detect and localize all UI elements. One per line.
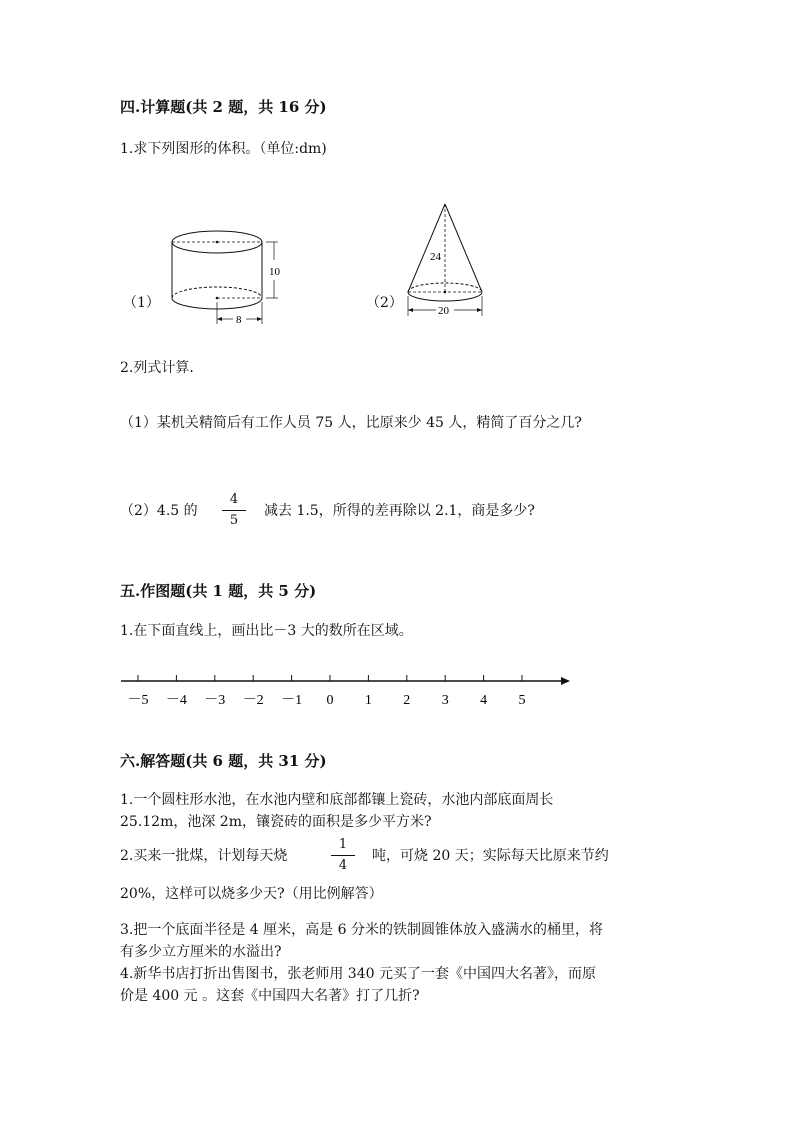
question-4-2-2-suffix: 减去 1.5，所得的差再除以 2.1，商是多少? (264, 503, 535, 519)
fraction-four-fifths (222, 491, 246, 530)
number-line-tick-label: 0 (326, 693, 334, 708)
question-6-3-line-2: 有多少立方厘米的水溢出? (120, 944, 282, 960)
question-6-1-line-1: 1.一个圆柱形水池，在水池内壁和底部都镶上瓷砖，水池内部底面周长 (120, 792, 554, 808)
fraction-denominator: 5 (229, 513, 239, 528)
question-5-1: 1.在下面直线上，画出比－3 大的数所在区域。 (120, 623, 413, 639)
cylinder-height-label: 10 (269, 266, 280, 278)
number-line-tick-label: －3 (204, 693, 226, 708)
question-4-2: 2.列式计算. (120, 360, 194, 376)
question-6-1-line-2: 25.12m，池深 2m，镶瓷砖的面积是多少平方米? (120, 814, 432, 830)
number-line-tick-label: －2 (242, 693, 264, 708)
number-line-tick-label: 5 (518, 693, 526, 708)
figure-1-label: （1） (123, 295, 160, 311)
question-4-2-1: （1）某机关精简后有工作人员 75 人，比原来少 45 人，精简了百分之几? (120, 415, 582, 431)
number-line-tick-label: －1 (281, 693, 303, 708)
question-4-1: 1.求下列图形的体积。（单位:dm) (120, 141, 327, 157)
question-6-2-prefix: 2.买来一批煤，计划每天烧 (120, 848, 288, 864)
fraction-numerator: 1 (338, 837, 348, 852)
question-6-2-suffix: 吨，可烧 20 天；实际每天比原来节约 (372, 848, 609, 864)
number-line-tick-label: －5 (127, 693, 149, 708)
fraction-numerator: 4 (229, 492, 239, 507)
question-4-2-2-prefix: （2）4.5 的 (120, 503, 198, 519)
cone-figure (402, 198, 488, 320)
number-line (118, 668, 578, 712)
fraction-denominator: 4 (338, 858, 348, 873)
fraction-one-quarter (331, 836, 355, 875)
question-6-4-line-1: 4.新华书店打折出售图书，张老师用 340 元买了一套《中国四大名著》，而原 (120, 966, 596, 982)
cone-height-label: 24 (430, 251, 441, 263)
number-line-tick-label: 4 (480, 693, 488, 708)
question-6-3-line-1: 3.把一个底面半径是 4 厘米，高是 6 分米的铁制圆锥体放入盛满水的桶里，将 (120, 922, 603, 938)
question-6-4-line-2: 价是 400 元 。这套《中国四大名著》打了几折? (120, 988, 420, 1004)
question-6-2-line-2: 20%，这样可以烧多少天?（用比例解答） (120, 886, 383, 902)
number-line-tick-label: －4 (165, 693, 187, 708)
section-5-title: 五.作图题(共 1 题，共 5 分) (120, 582, 317, 600)
cylinder-radius-label: 8 (236, 314, 242, 326)
figure-2-label: （2） (366, 295, 403, 311)
section-6-title: 六.解答题(共 6 题，共 31 分) (120, 752, 327, 770)
number-line-tick-label: 1 (364, 693, 372, 708)
cone-diameter-label: 20 (438, 305, 449, 317)
number-line-tick-label: 3 (441, 693, 449, 708)
number-line-tick-label: 2 (403, 693, 411, 708)
cylinder-figure (170, 222, 285, 327)
section-4-title: 四.计算题(共 2 题，共 16 分) (120, 98, 327, 116)
